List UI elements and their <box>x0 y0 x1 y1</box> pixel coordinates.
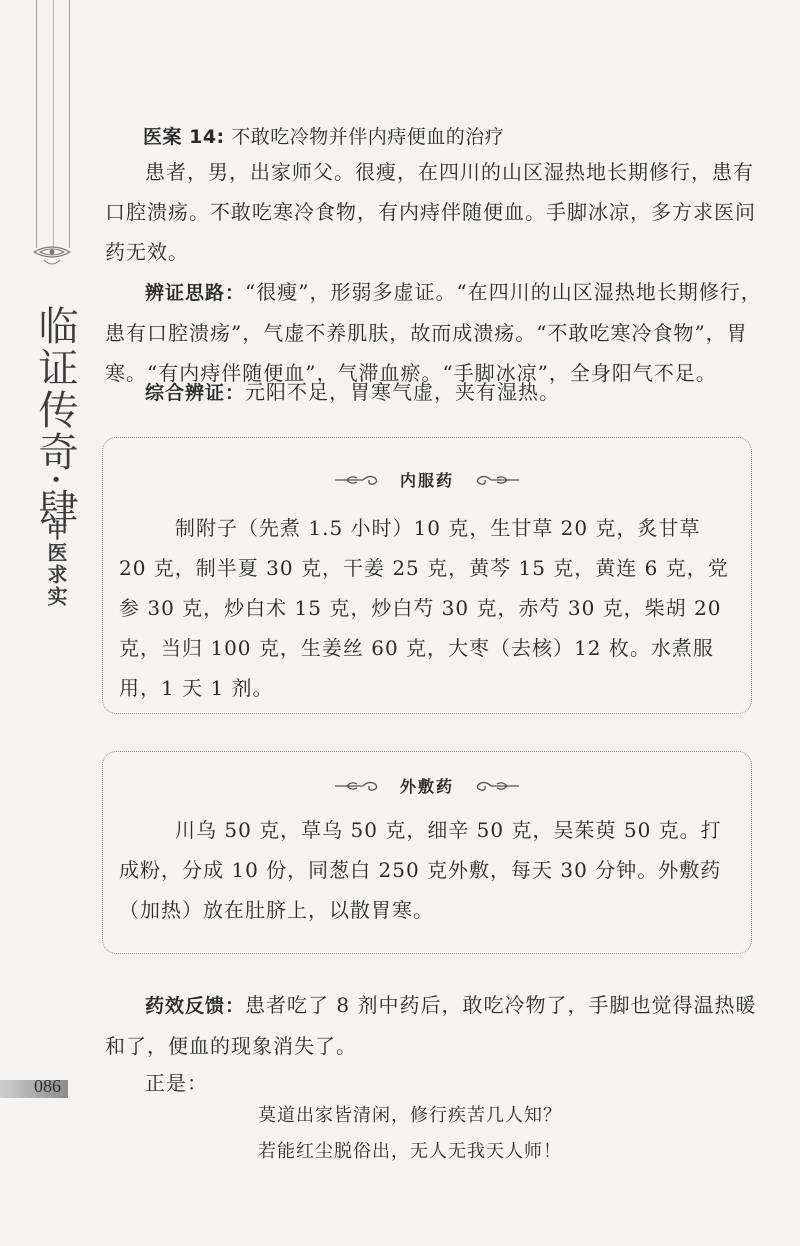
page-number: 086 <box>34 1076 61 1096</box>
book-title: 临证传奇·肆 <box>32 305 78 530</box>
poem-line-1: 莫道出家皆清闲，修行疾苦几人知？ <box>258 1105 562 1126</box>
diagnosis-paragraph <box>105 372 770 413</box>
margin-rule <box>36 0 70 248</box>
internal-prescription-text: 制附子（先煮 1.5 小时）10 克，生甘草 20 克，炙甘草 20 克，制半夏 30 克，干姜 25 克，黄芩 15 克，黄连 6 克，党参 30 克，炒白术 15 克，炒白芍 30 克，赤芍 30 克，柴胡 20 克，当归 100 克，生姜丝 60 克，大枣（去核）12 枚。水煮服用，1 天 1 剂。 <box>119 516 729 700</box>
poem-intro: 正是： <box>145 1071 208 1095</box>
internal-prescription-header <box>103 468 751 492</box>
internal-prescription-box <box>102 437 752 714</box>
case-heading <box>143 122 504 149</box>
external-prescription-header <box>103 774 751 798</box>
right-flourish-icon <box>469 472 521 488</box>
analysis-label: 辨证思路： <box>145 282 246 304</box>
right-flourish-icon <box>469 778 521 794</box>
external-prescription-title: 外敷药 <box>399 777 454 796</box>
feedback-text: 患者吃了 8 剂中药后，敢吃冷物了，手脚也觉得温热暖和了，便血的现象消失了。 <box>105 993 757 1058</box>
margin-ornament-icon <box>30 240 74 270</box>
poem <box>258 1098 562 1170</box>
feedback-label: 药效反馈： <box>145 995 246 1017</box>
case-description: 患者，男，出家师父。很瘦，在四川的山区湿热地长期修行，患有口腔溃疡。不敢吃寒冷食物，有内痔伴随便血。手脚冰凉，多方求医问药无效。 <box>105 160 756 264</box>
case-title: 不敢吃冷物并伴内痔便血的治疗 <box>231 126 505 148</box>
diagnosis-text: 元阳不足，胃寒气虚，夹有湿热。 <box>245 380 561 404</box>
diagnosis-label: 综合辨证： <box>145 382 246 404</box>
feedback-paragraph <box>105 985 770 1066</box>
poem-line-2: 若能红尘脱俗出，无人无我天人师！ <box>258 1141 562 1162</box>
analysis-text: “很瘦”，形弱多虚证。“在四川的山区湿热地长期修行，患有口腔溃疡”，气虚不养肌肤，故而成溃疡。“不敢吃寒冷食物”，胃寒。“有内痔伴随便血”，气滞血瘀。“手脚冰凉”，全身阳气不足。 <box>105 280 762 385</box>
internal-prescription-title: 内服药 <box>399 471 454 490</box>
external-prescription-text: 川乌 50 克，草乌 50 克，细辛 50 克，吴茱萸 50 克。打成粉，分成 10 份，同葱白 250 克外敷，每天 30 分钟。外敷药（加热）放在肚脐上，以散胃寒。 <box>119 818 722 922</box>
book-subtitle: 中医求实 <box>44 520 68 608</box>
external-prescription-box <box>102 751 752 954</box>
left-flourish-icon <box>333 778 385 794</box>
left-flourish-icon <box>333 472 385 488</box>
case-tag: 医案 14: <box>143 126 225 148</box>
